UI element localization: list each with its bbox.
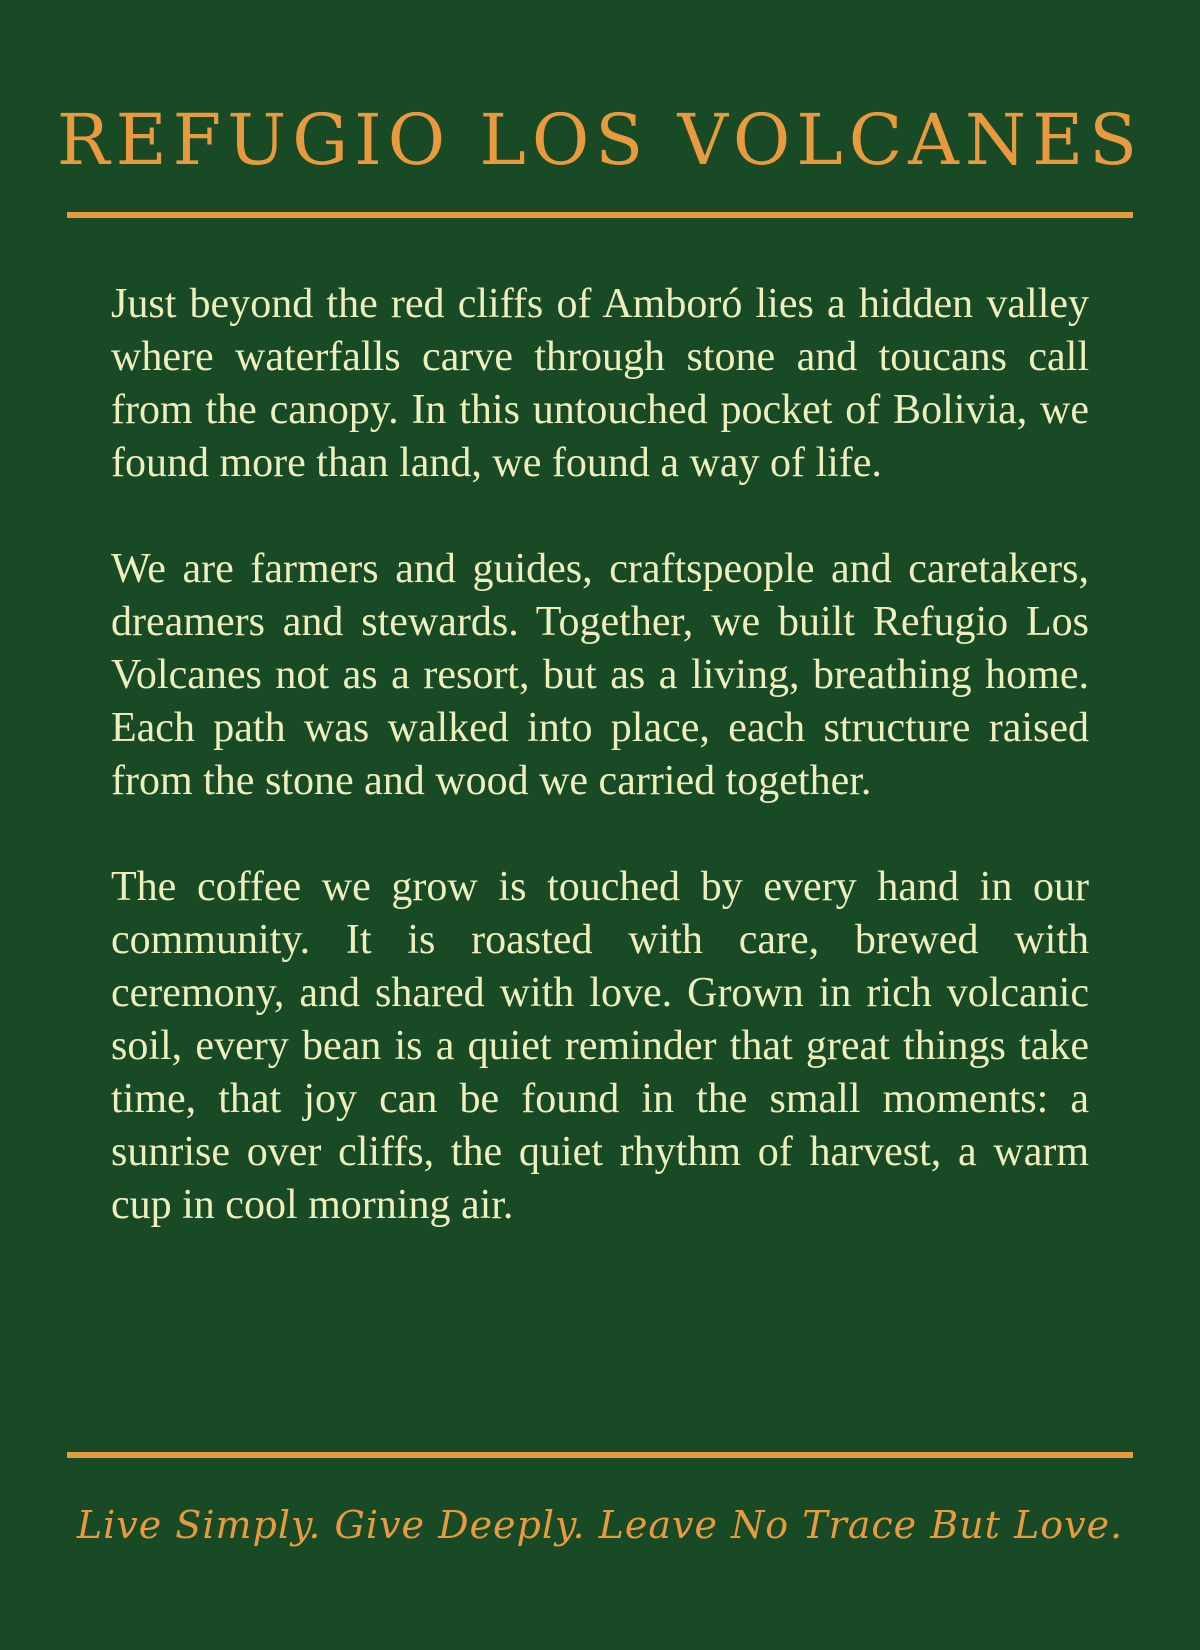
story-paragraph: We are farmers and guides, craftspeople and caretakers, dreamers and stewards. Together, we built Refugio Los Volcanes not as a resort, but as a living, breathing home. Each path was walked into place, each structure raised from the stone and wood we carried together.	[111, 546, 1089, 804]
story-paragraph: The coffee we grow is touched by every hand in our community. It is roasted with care, brewed with ceremony, and shared with love. Grown in rich volcanic soil, every bean is a quiet reminder that great things take time, that joy can be found in the small moments: a sunrise over cliffs, the quiet rhythm of harvest, a warm cup in cool morning air.	[111, 864, 1089, 1228]
tagline: Live Simply. Give Deeply. Leave No Trace But Love.	[76, 1503, 1124, 1547]
story-paragraph: Just beyond the red cliffs of Amboró lies a hidden valley where waterfalls carve through stone and toucans call from the canopy. In this untouched pocket of Bolivia, we found more than land, we found a way of life.	[111, 281, 1089, 486]
page-title: REFUGIO LOS VOLCANES	[56, 99, 1144, 181]
bottom-divider	[67, 1452, 1133, 1458]
top-divider	[67, 212, 1133, 218]
story-body	[111, 278, 1089, 1285]
